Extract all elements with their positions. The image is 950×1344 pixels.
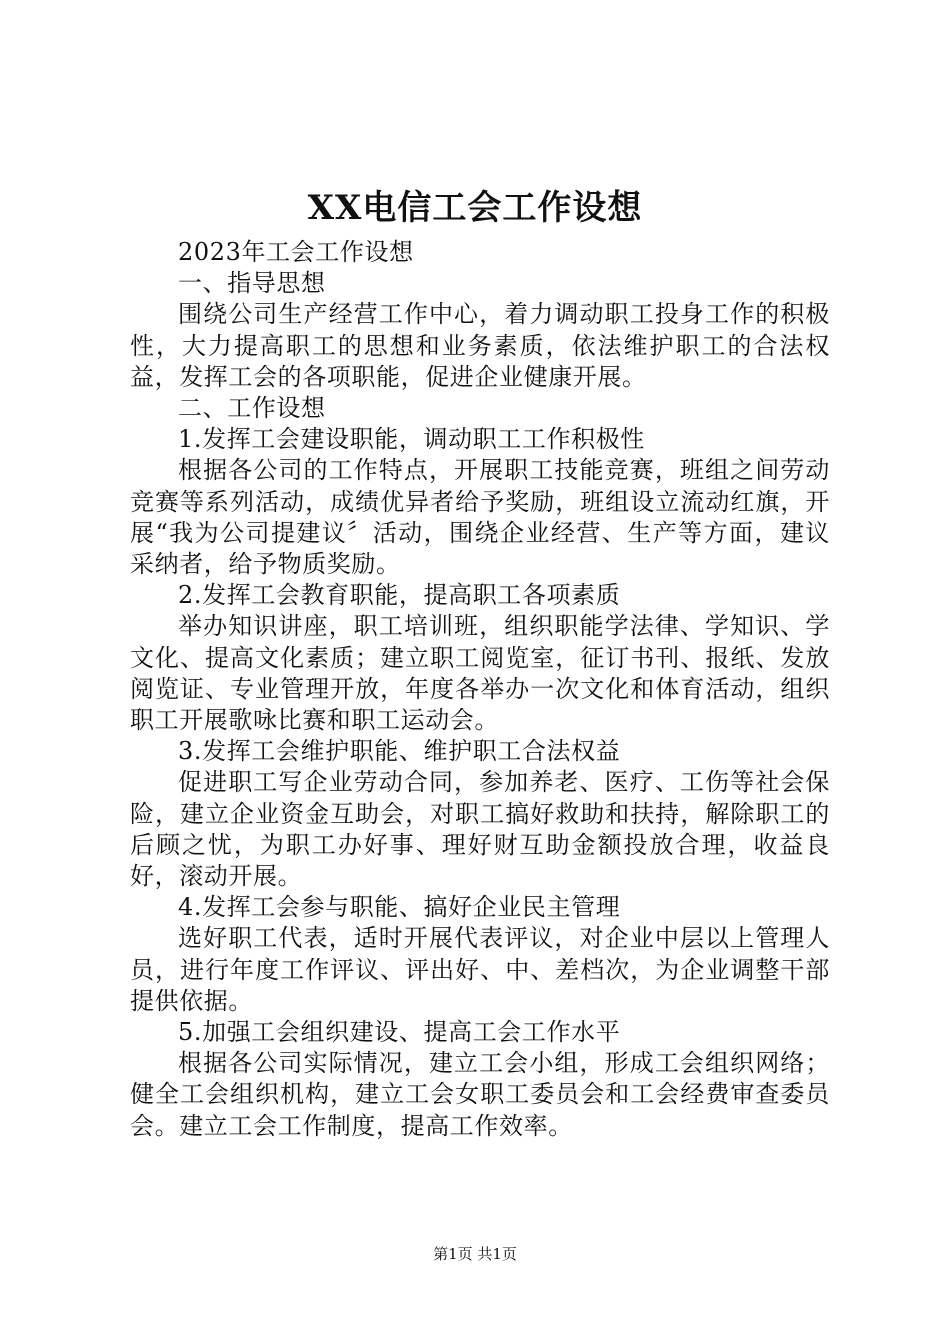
- item-paragraph-2: 举办知识讲座，职工培训班，组织职能学法律、学知识、学文化、提高文化素质；建立职工阅览室，征订书刊、报纸、发放阅览证、专业管理开放，年度各举办一次文化和体育活动，组织职工开展歌咏比赛和职工运动会。: [130, 612, 830, 735]
- item-heading-5: 5.加强工会组织建设、提高工会工作水平: [178, 1018, 621, 1047]
- item-paragraph-4: 选好职工代表，适时开展代表评议，对企业中层以上管理人员，进行年度工作评议、评出好、中、差档次，为企业调整干部提供依据。: [130, 924, 830, 1015]
- item-heading-3: 3.发挥工会维护职能、维护职工合法权益: [178, 737, 621, 766]
- item-paragraph-5: 根据各公司实际情况，建立工会小组，形成工会组织网络；健全工会组织机构，建立工会女职工委员会和工会经费审查委员会。建立工会工作制度，提高工作效率。: [130, 1049, 830, 1140]
- section-subtitle: 2023年工会工作设想: [178, 238, 414, 266]
- item-paragraph-1: 根据各公司的工作特点，开展职工技能竞赛，班组之间劳动竞赛等系列活动，成绩优异者给予奖励，班组设立流动红旗，开展“我为公司提建议〞活动，围绕企业经营、生产等方面，建议采纳者，给予物质奖励。: [130, 456, 830, 579]
- item-heading-1: 1.发挥工会建设职能，调动职工工作积极性: [178, 425, 645, 454]
- document-body: [130, 237, 830, 1142]
- item-heading-4: 4.发挥工会参与职能、搞好企业民主管理: [178, 893, 621, 922]
- item-paragraph-3: 促进职工写企业劳动合同，参加养老、医疗、工伤等社会保险，建立企业资金互助会，对职工搞好救助和扶持，解除职工的后顾之忧，为职工办好事、理好财互助金额投放合理，收益良好，滚动开展。: [130, 768, 830, 891]
- page-footer: 第1页 共1页: [433, 1245, 517, 1263]
- document-title: XX电信工会工作设想: [307, 188, 643, 228]
- paragraph-guiding-thought: 围绕公司生产经营工作中心，着力调动职工投身工作的积极性，大力提高职工的思想和业务素质，依法维护职工的合法权益，发挥工会的各项职能，促进企业健康开展。: [130, 300, 830, 391]
- section-heading-guiding-thought: 一、指导思想: [178, 269, 326, 298]
- item-heading-2: 2.发挥工会教育职能，提高职工各项素质: [178, 581, 621, 610]
- section-heading-work-plan: 二、工作设想: [178, 394, 326, 423]
